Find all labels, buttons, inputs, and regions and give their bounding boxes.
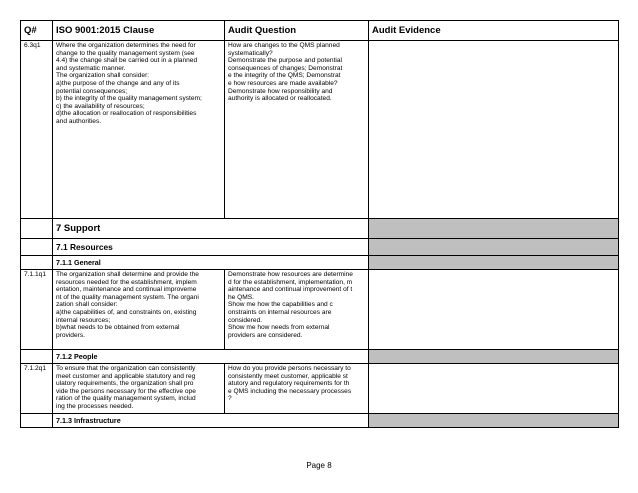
clause-line: To ensure that the organization can consistently bbox=[56, 365, 196, 372]
section-qid-cell bbox=[21, 219, 53, 239]
question-line: d for the establishment, implementation, m bbox=[228, 278, 353, 286]
question-text bbox=[225, 270, 369, 350]
table-row bbox=[21, 270, 619, 350]
clause-line: a)the purpose of the change and any of its bbox=[56, 79, 180, 87]
question-line: How do you provide persons necessary to bbox=[228, 365, 351, 372]
header-row bbox=[21, 21, 619, 41]
evidence-cell-shaded bbox=[369, 350, 619, 364]
clause-line: ulatory requirements, the organization shall pro bbox=[56, 380, 194, 388]
clause-line: Where the organization determines the need for bbox=[56, 42, 196, 49]
question-line: aintenance and continual improvement of t bbox=[228, 286, 353, 294]
evidence-cell[interactable] bbox=[369, 41, 619, 219]
section-title: 7 Support bbox=[53, 219, 369, 239]
section-qid-cell bbox=[21, 239, 53, 256]
section-title: 7.1.1 General bbox=[53, 256, 369, 270]
section-row bbox=[21, 350, 619, 364]
evidence-cell-shaded bbox=[369, 414, 619, 428]
clause-line: meet customer and applicable statutory and reg bbox=[56, 372, 196, 380]
evidence-cell[interactable] bbox=[369, 270, 619, 350]
question-line: consequences of changes; Demonstrat bbox=[228, 64, 343, 72]
clause-line: c) the availability of resources; bbox=[56, 102, 145, 110]
clause-line: zation shall consider: bbox=[56, 301, 118, 309]
evidence-cell[interactable] bbox=[369, 364, 619, 414]
section-title: 7.1.2 People bbox=[53, 350, 369, 364]
clause-text bbox=[53, 364, 225, 414]
section-qid-cell bbox=[21, 350, 53, 364]
clause-line: potential consequences; bbox=[56, 87, 128, 95]
question-line: consistently meet customer, applicable st bbox=[228, 372, 348, 380]
question-id: 6.3q1 bbox=[21, 41, 53, 219]
question-line: atutory and regulatory requirements for th bbox=[228, 380, 350, 388]
question-line: Demonstrate how responsibility and bbox=[228, 87, 333, 95]
question-id: 7.1.1q1 bbox=[21, 270, 53, 350]
page-number: Page 8 bbox=[306, 461, 332, 470]
question-line: systematically? bbox=[228, 49, 273, 57]
clause-line: b)what needs to be obtained from external bbox=[56, 324, 180, 332]
header-question: Audit Question bbox=[225, 21, 369, 41]
question-text bbox=[225, 41, 369, 219]
question-line: authority is allocated or reallocated. bbox=[228, 95, 332, 103]
question-line: e the integrity of the QMS; Demonstrat bbox=[228, 72, 341, 80]
section-qid-cell bbox=[21, 414, 53, 428]
clause-line: resources needed for the establishment, implem bbox=[56, 278, 197, 286]
clause-line: ration of the quality management system, includ bbox=[56, 395, 196, 403]
question-line: considered. bbox=[228, 316, 263, 324]
clause-text bbox=[53, 41, 225, 219]
question-line: e how resources are made available? bbox=[228, 79, 338, 87]
evidence-cell-shaded bbox=[369, 256, 619, 270]
clause-line: d)the allocation or reallocation of responsibilities bbox=[56, 110, 197, 118]
question-line: ? bbox=[228, 395, 232, 403]
table-row bbox=[21, 364, 619, 414]
clause-line: vide the persons necessary for the effective ope bbox=[56, 387, 196, 395]
clause-line: internal resources; bbox=[56, 316, 111, 324]
clause-line: The organization shall determine and provide the bbox=[56, 271, 199, 278]
question-line: Demonstrate the purpose and potential bbox=[228, 57, 342, 65]
table-row bbox=[21, 41, 619, 219]
header-evidence: Audit Evidence bbox=[369, 21, 619, 41]
evidence-cell-shaded bbox=[369, 239, 619, 256]
clause-line: change to the quality management system (see bbox=[56, 49, 195, 57]
question-line: Show me how needs from external bbox=[228, 324, 330, 332]
clause-text bbox=[53, 270, 225, 350]
question-id: 7.1.2q1 bbox=[21, 364, 53, 414]
question-text bbox=[225, 364, 369, 414]
clause-line: 4.4) the change shall be carried out in a planned bbox=[56, 57, 198, 65]
question-line: Demonstrate how resources are determine bbox=[228, 271, 353, 278]
question-line: How are changes to the QMS planned bbox=[228, 42, 340, 49]
clause-line: nt of the quality management system. The organi bbox=[56, 293, 199, 301]
section-qid-cell bbox=[21, 256, 53, 270]
evidence-cell-shaded bbox=[369, 219, 619, 239]
clause-line: b) the integrity of the quality management system; bbox=[56, 95, 202, 103]
clause-line: The organization shall consider: bbox=[56, 72, 150, 80]
section-row bbox=[21, 239, 619, 256]
section-row bbox=[21, 256, 619, 270]
question-line: he QMS. bbox=[228, 293, 255, 301]
clause-line: ing the processes needed. bbox=[56, 402, 134, 410]
question-line: providers are considered. bbox=[228, 331, 303, 339]
section-row bbox=[21, 414, 619, 428]
section-row bbox=[21, 219, 619, 239]
clause-line: providers. bbox=[56, 331, 85, 339]
question-line: onstraints on internal resources are bbox=[228, 308, 332, 316]
question-line: Show me how the capabilities and c bbox=[228, 301, 333, 309]
header-clause: ISO 9001:2015 Clause bbox=[53, 21, 225, 41]
clause-line: a)the capabilities of, and constraints on, existing bbox=[56, 308, 197, 316]
section-title: 7.1.3 Infrastructure bbox=[53, 414, 369, 428]
question-line: e QMS including the necessary processes bbox=[228, 387, 352, 395]
header-qnum: Q# bbox=[21, 21, 53, 41]
clause-line: entation, maintenance and continual improveme bbox=[56, 286, 197, 294]
audit-table bbox=[20, 20, 619, 428]
section-title: 7.1 Resources bbox=[53, 239, 369, 256]
clause-line: and authorities. bbox=[56, 117, 102, 125]
clause-line: and systematic manner. bbox=[56, 64, 126, 72]
